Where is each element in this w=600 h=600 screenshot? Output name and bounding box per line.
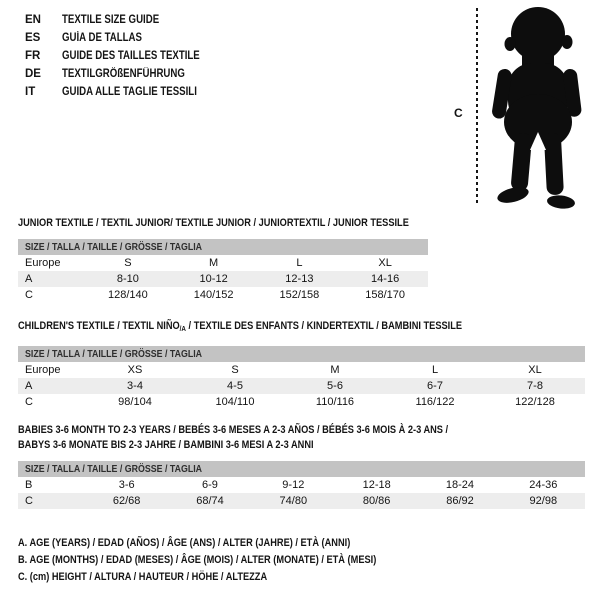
column-header: XL: [378, 257, 392, 269]
babies-table: [18, 461, 585, 509]
table-row-region: [18, 255, 428, 271]
column-header: M: [330, 364, 340, 376]
size-cell: 68/74: [196, 495, 224, 507]
language-row-en: [25, 11, 226, 29]
junior-table-title: [18, 216, 483, 231]
size-header-text: SIZE / TALLA / TAILLE / GRÖSSE / TAGLIA: [25, 348, 203, 360]
babies-title-line2: BABYS 3-6 MONATE BIS 2-3 JAHRE / BAMBINI 3-6 MESI A 2-3 ANNI: [18, 439, 314, 451]
table-row-age: [18, 271, 428, 287]
column-header: M: [209, 257, 219, 269]
language-code: IT: [25, 86, 36, 98]
size-cell: 3-6: [118, 479, 135, 491]
children-table-title-text: [18, 319, 462, 336]
footnote-text: A. AGE (YEARS) / EDAD (AÑOS) / ÂGE (ANS) / ALTER (JAHRE) / ETÀ (ANNI): [18, 537, 351, 549]
size-cell: 9-12: [282, 479, 305, 491]
size-cell: 128/140: [107, 289, 148, 301]
size-cell: 14-16: [371, 273, 400, 285]
row-label: A: [25, 380, 33, 392]
size-cell: 8-10: [116, 273, 139, 285]
size-cell: 10-12: [199, 273, 228, 285]
size-cell: 86/92: [446, 495, 474, 507]
height-measure-label: C: [454, 106, 463, 120]
size-cell: 4-5: [227, 380, 243, 392]
column-header: S: [124, 257, 132, 269]
size-cell: 7-8: [527, 380, 543, 392]
row-label: C: [25, 396, 33, 408]
children-table: [18, 346, 585, 410]
footnote-age-years: [18, 535, 445, 552]
row-label: A: [25, 273, 33, 285]
size-cell: 104/110: [215, 396, 255, 408]
column-header: L: [431, 364, 439, 376]
size-cell: 122/128: [515, 396, 555, 408]
language-title: TEXTILGRÖßENFÜHRUNG: [62, 68, 185, 80]
language-row-es: [25, 29, 226, 47]
children-table-title: [18, 319, 547, 336]
size-cell: 80/86: [362, 495, 391, 507]
size-cell: 92/98: [529, 495, 558, 507]
row-label: C: [25, 289, 33, 301]
title-part: / TEXTILE DES ENFANTS / KINDERTEXTIL / BAMBINI TESSILE: [185, 320, 463, 332]
row-label: B: [25, 479, 33, 491]
language-code: ES: [25, 32, 41, 44]
size-cell: 116/122: [415, 396, 455, 408]
footnote-text: C. (cm) HEIGHT / ALTURA / HAUTEUR / HÖHE / ALTEZZA: [18, 571, 268, 583]
size-header-bar: [18, 239, 428, 255]
size-header-text: SIZE / TALLA / TAILLE / GRÖSSE / TAGLIA: [25, 241, 203, 253]
table-row-height: [18, 287, 428, 303]
column-header: XL: [528, 364, 542, 376]
language-title: GUIDA ALLE TAGLIE TESSILI: [62, 86, 197, 98]
footnote-height: [18, 569, 445, 586]
language-row-it: [25, 83, 226, 101]
size-cell: 6-9: [202, 479, 218, 491]
size-cell: 6-7: [427, 380, 443, 392]
height-dashed-line: [476, 8, 478, 205]
size-cell: 24-36: [529, 479, 558, 491]
table-row-region: [18, 362, 585, 378]
table-row-age: [18, 477, 585, 493]
size-cell: 158/170: [365, 289, 405, 301]
footnote-age-months: [18, 552, 445, 569]
size-header-bar: [18, 461, 585, 477]
table-row-height: [18, 493, 585, 509]
row-label: Europe: [25, 364, 61, 376]
language-code: EN: [25, 14, 41, 26]
column-header: XS: [127, 364, 143, 376]
language-title: GUIDE DES TAILLES TEXTILE: [62, 50, 200, 62]
size-cell: 12-18: [362, 479, 391, 491]
size-cell: 3-4: [127, 380, 143, 392]
footnote-legend: [18, 535, 445, 586]
table-row-age: [18, 378, 585, 394]
size-cell: 5-6: [327, 380, 343, 392]
language-code: DE: [25, 68, 41, 80]
size-cell: 18-24: [445, 479, 475, 491]
language-title: TEXTILE SIZE GUIDE: [62, 14, 160, 26]
size-cell: 110/116: [315, 396, 355, 408]
language-row-de: [25, 65, 226, 83]
column-header: S: [231, 364, 239, 376]
column-header: L: [296, 257, 303, 269]
babies-table-title: [18, 423, 530, 453]
row-label: C: [25, 495, 33, 507]
size-header-bar: [18, 346, 585, 362]
size-header-text: SIZE / TALLA / TAILLE / GRÖSSE / TAGLIA: [25, 463, 203, 475]
height-figure: [440, 0, 600, 215]
language-title-list: [25, 11, 226, 101]
title-part: CHILDREN'S TEXTILE / TEXTIL NIÑO: [18, 320, 180, 332]
footnote-text: B. AGE (MONTHS) / EDAD (MESES) / ÂGE (MOIS) / ALTER (MONATE) / ETÀ (MESI): [18, 554, 377, 566]
language-code: FR: [25, 50, 41, 62]
language-row-fr: [25, 47, 226, 65]
table-row-height: [18, 394, 585, 410]
junior-table-title-text: JUNIOR TEXTILE / TEXTIL JUNIOR/ TEXTILE JUNIOR / JUNIORTEXTIL / JUNIOR TESSILE: [18, 217, 409, 229]
size-cell: 98/104: [118, 396, 152, 408]
baby-silhouette-icon: [480, 5, 594, 210]
size-cell: 62/68: [112, 495, 141, 507]
size-cell: 74/80: [279, 495, 308, 507]
title-subscript: /A: [179, 324, 186, 333]
size-cell: 12-13: [285, 273, 314, 285]
row-label: Europe: [25, 257, 61, 269]
size-cell: 152/158: [279, 289, 320, 301]
junior-table: [18, 239, 428, 303]
language-title: GUÍA DE TALLAS: [62, 32, 142, 44]
babies-title-line1: BABIES 3-6 MONTH TO 2-3 YEARS / BEBÉS 3-6 MESES A 2-3 AÑOS / BÉBÉS 3-6 MOIS À 2-3 ANS /: [18, 424, 449, 436]
size-cell: 140/152: [193, 289, 234, 301]
